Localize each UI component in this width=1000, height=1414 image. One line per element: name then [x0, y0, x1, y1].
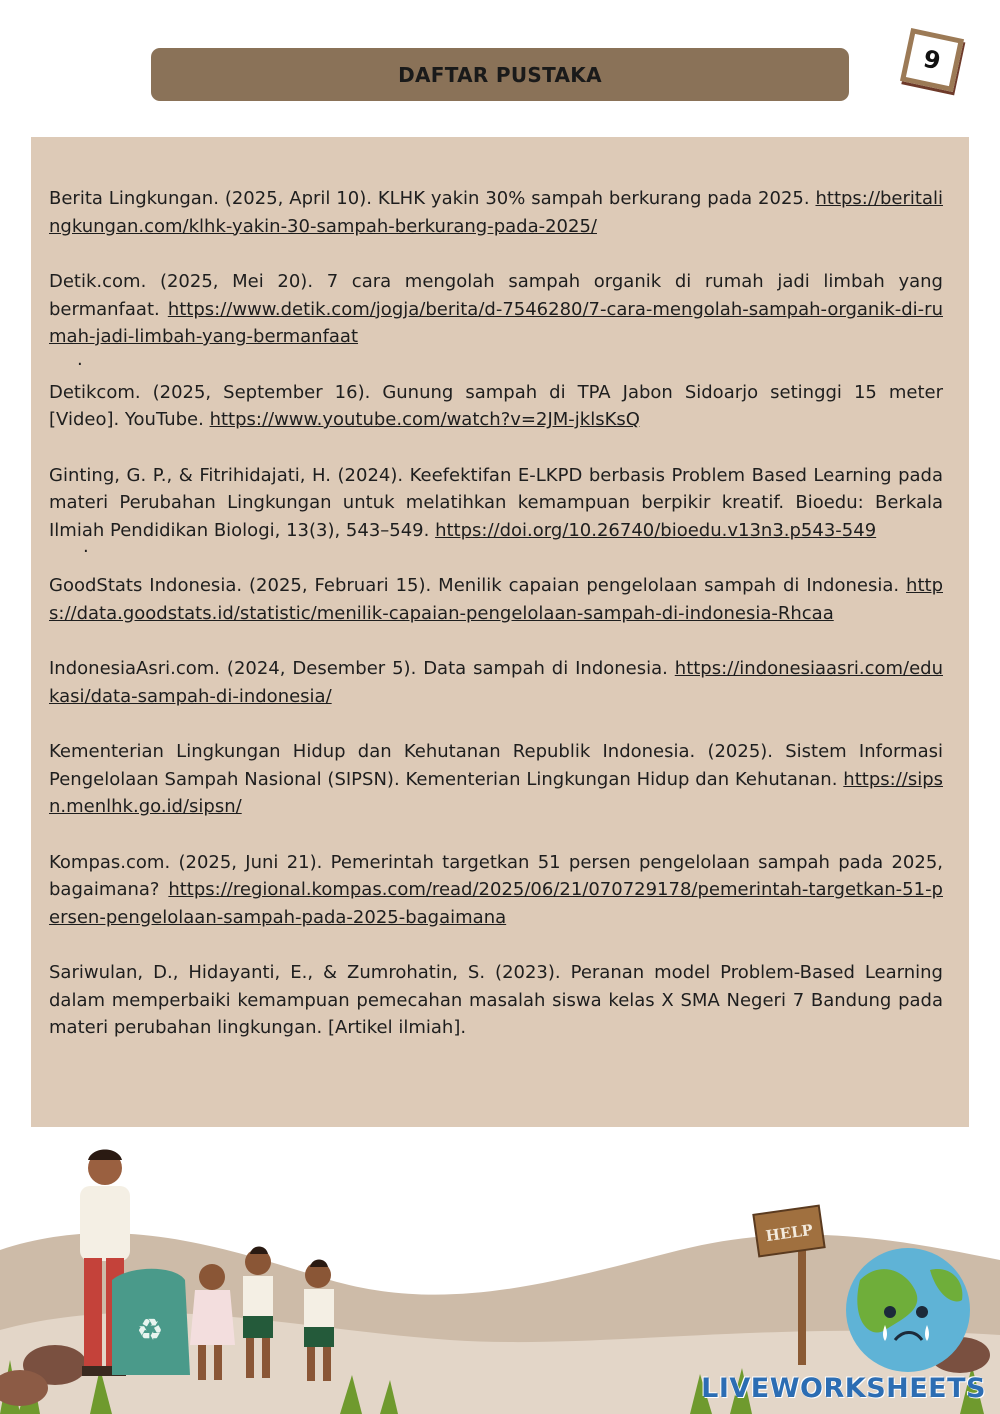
- reference-item: Ginting, G. P., & Fitrihidajati, H. (2024). Keefektifan E-LKPD berbasis Problem Based Learning pada materi Perubahan Lingkungan untuk melatihkan kemampuan berpikir kreatif. Bioedu: Berkala Ilmiah Pendidikan Biologi, 13(3), 543–549. https://doi.org/10.26740/bioedu.v13n3.p543-549: [49, 464, 943, 541]
- stray-mark: .: [83, 536, 89, 557]
- svg-text:♻: ♻: [136, 1313, 164, 1348]
- reference-link[interactable]: https://www.detik.com/jogja/berita/d-7546280/7-cara-mengolah-sampah-organik-di-rumah-jadi-limbah-yang-bermanfaat: [49, 298, 943, 347]
- recycling-bag: [112, 1269, 190, 1375]
- reference-link[interactable]: https://indonesiaasri.com/edukasi/data-sampah-di-indonesia/: [49, 658, 943, 707]
- reference-link[interactable]: https://www.youtube.com/watch?v=2JM-jklsKsQ: [209, 409, 640, 430]
- references-panel: [31, 137, 969, 1127]
- page-title-bar: [151, 48, 849, 101]
- recycling-illustration: [0, 1130, 1000, 1414]
- help-sign-label: HELP: [764, 1220, 815, 1246]
- page-number: 9: [920, 44, 944, 76]
- liveworksheets-watermark: LIVEWORKSHEETS: [701, 1373, 986, 1404]
- reference-item: Sariwulan, D., Hidayanti, E., & Zumrohatin, S. (2023). Peranan model Problem-Based Learning dalam memperbaiki kemampuan pemecahan masalah siswa kelas X SMA Negeri 7 Bandung pada materi perubahan lingkungan. [Artikel ilmiah].: [49, 962, 943, 1038]
- reference-item: Detik.com. (2025, Mei 20). 7 cara mengolah sampah organik di rumah jadi limbah yang bermanfaat. https://www.detik.com/jogja/berita/d-7546280/7-cara-mengolah-sampah-organik-di-rumah-jadi-limbah-yang-bermanfaat: [49, 271, 943, 347]
- reference-item: GoodStats Indonesia. (2025, Februari 15). Menilik capaian pengelolaan sampah di Indonesia. https://data.goodstats.id/statistic/menilik-capaian-pengelolaan-sampah-di-indonesia-Rhcaa: [49, 575, 943, 624]
- reference-list: [49, 185, 943, 1070]
- reference-item: Kompas.com. (2025, Juni 21). Pemerintah targetkan 51 persen pengelolaan sampah pada 2025, bagaimana? https://regional.kompas.com/read/2025/06/21/070729178/pemerintah-targetkan-51-persen-pengelolaan-sampah-pada-2025-bagaimana: [49, 851, 943, 928]
- reference-item: Berita Lingkungan. (2025, April 10). KLHK yakin 30% sampah berkurang pada 2025. https://beritalingkungan.com/klhk-yakin-30-sampah-berkurang-pada-2025/: [49, 188, 943, 237]
- reference-link[interactable]: https://doi.org/10.26740/bioedu.v13n3.p543-549: [435, 519, 877, 541]
- reference-link[interactable]: https://data.goodstats.id/statistic/menilik-capaian-pengelolaan-sampah-di-indonesia-Rhcaa: [49, 575, 943, 624]
- page-number-badge: [900, 28, 964, 92]
- stray-mark: .: [77, 348, 83, 370]
- reference-item: Detikcom. (2025, September 16). Gunung sampah di TPA Jabon Sidoarjo setinggi 15 meter [Video]. YouTube. https://www.youtube.com/watch?v=2JM-jklsKsQ: [49, 381, 943, 430]
- reference-link[interactable]: https://sipsn.menlhk.go.id/sipsn/: [49, 768, 943, 817]
- earth-character: [846, 1248, 970, 1372]
- reference-link[interactable]: https://regional.kompas.com/read/2025/06/21/070729178/pemerintah-targetkan-51-persen-pengelolaan-sampah-pada-2025-bagaimana: [49, 879, 943, 928]
- page-title: DAFTAR PUSTAKA: [398, 62, 602, 87]
- reference-item: IndonesiaAsri.com. (2024, Desember 5). Data sampah di Indonesia. https://indonesiaasri.com/edukasi/data-sampah-di-indonesia/: [49, 658, 943, 707]
- reference-link[interactable]: https://beritalingkungan.com/klhk-yakin-30-sampah-berkurang-pada-2025/: [49, 188, 943, 237]
- reference-item: Kementerian Lingkungan Hidup dan Kehutanan Republik Indonesia. (2025). Sistem Informasi Pengelolaan Sampah Nasional (SIPSN). Kementerian Lingkungan Hidup dan Kehutanan. https://sipsn.menlhk.go.id/sipsn/: [49, 741, 943, 817]
